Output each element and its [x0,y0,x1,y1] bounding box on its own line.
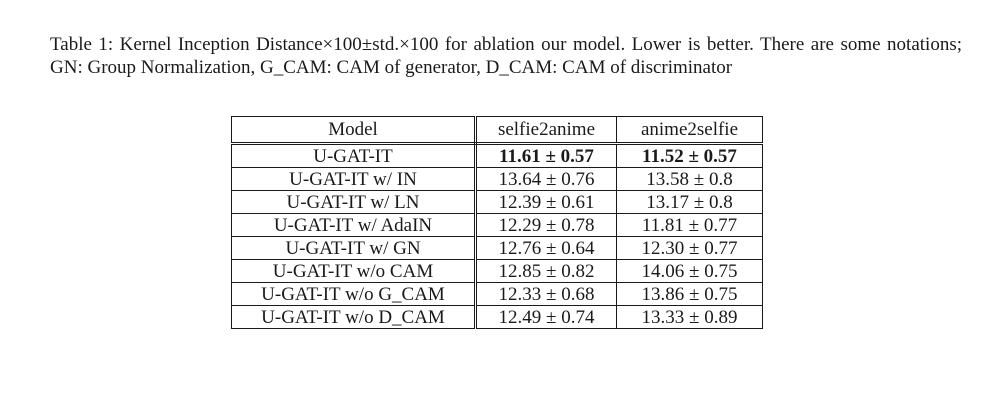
table-row [232,237,763,260]
selfie2anime-cell: 11.61 ± 0.57 [476,144,617,168]
table-row [232,306,763,329]
model-cell: U-GAT-IT w/ AdaIN [232,214,476,237]
selfie2anime-cell: 12.85 ± 0.82 [476,260,617,283]
table-caption: Table 1: Kernel Inception Distance×100±std.×100 for ablation our model. Lower is better. There are some notations; GN: Group Normalization, G_CAM: CAM of generator, D_CAM: CAM of discriminator [50,34,962,78]
anime2selfie-cell: 13.58 ± 0.8 [617,168,763,191]
model-cell: U-GAT-IT w/ GN [232,237,476,260]
table-row [232,168,763,191]
table-header-row [232,117,763,144]
selfie2anime-cell: 12.76 ± 0.64 [476,237,617,260]
anime2selfie-cell: 13.17 ± 0.8 [617,191,763,214]
model-cell: U-GAT-IT w/o G_CAM [232,283,476,306]
anime2selfie-cell: 13.86 ± 0.75 [617,283,763,306]
anime2selfie-cell: 11.81 ± 0.77 [617,214,763,237]
table-row [232,260,763,283]
model-cell: U-GAT-IT w/ IN [232,168,476,191]
header-anime2selfie: anime2selfie [617,117,763,144]
selfie2anime-cell: 12.49 ± 0.74 [476,306,617,329]
model-cell: U-GAT-IT [232,144,476,168]
selfie2anime-cell: 12.29 ± 0.78 [476,214,617,237]
model-cell: U-GAT-IT w/ LN [232,191,476,214]
results-table [231,116,763,329]
selfie2anime-cell: 13.64 ± 0.76 [476,168,617,191]
anime2selfie-cell: 11.52 ± 0.57 [617,144,763,168]
header-selfie2anime: selfie2anime [476,117,617,144]
selfie2anime-cell: 12.33 ± 0.68 [476,283,617,306]
table-row [232,191,763,214]
table-row [232,283,763,306]
model-cell: U-GAT-IT w/o CAM [232,260,476,283]
anime2selfie-cell: 14.06 ± 0.75 [617,260,763,283]
results-table-container [231,116,763,329]
anime2selfie-cell: 12.30 ± 0.77 [617,237,763,260]
header-model: Model [232,117,476,144]
model-cell: U-GAT-IT w/o D_CAM [232,306,476,329]
selfie2anime-cell: 12.39 ± 0.61 [476,191,617,214]
table-row [232,144,763,168]
table-row [232,214,763,237]
anime2selfie-cell: 13.33 ± 0.89 [617,306,763,329]
